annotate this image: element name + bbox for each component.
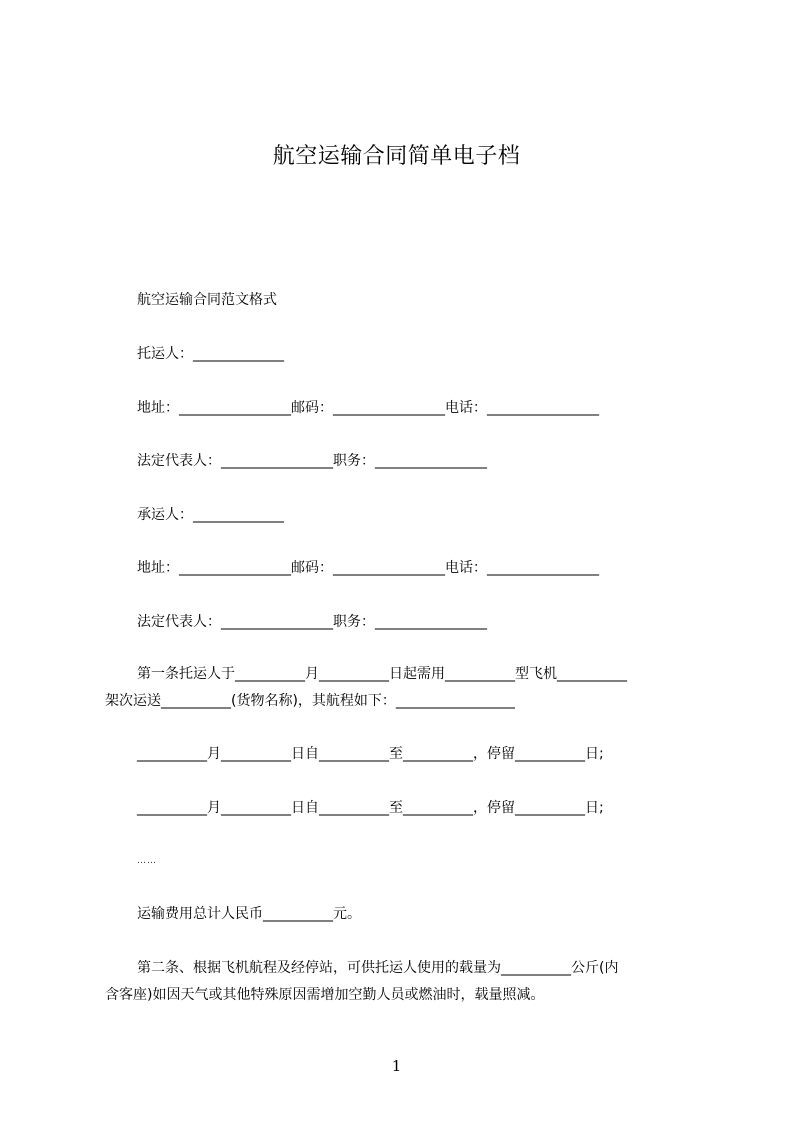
fee-line: 运输费用总计人民币__________元。: [137, 906, 361, 922]
carrier-address-field: 地址：________________邮码：________________电话：________________: [137, 560, 599, 576]
route-line-1: __________月__________日自__________至__________，停留__________日;: [137, 746, 604, 762]
route-line-2: __________月__________日自__________至__________，停留__________日;: [137, 800, 604, 816]
shipper-representative-field: 法定代表人：________________职务：________________: [137, 453, 487, 469]
article-1-line-1: 第一条托运人于__________月__________日起需用__________型飞机__________: [137, 666, 627, 682]
article-2-line-2: 含客座)如因天气或其他特殊原因需增加空勤人员或燃油时，载量照减。: [105, 987, 545, 1003]
page-number: 1: [391, 1057, 402, 1075]
ellipsis: ……: [137, 856, 157, 866]
shipper-address-field: 地址：________________邮码：________________电话：________________: [137, 400, 599, 416]
carrier-field: 承运人：_____________: [137, 507, 284, 523]
article-2-paragraph: [105, 955, 705, 1009]
article-2-line-1: 第二条、根据飞机航程及经停站，可供托运人使用的载量为__________公斤(内: [137, 960, 619, 976]
article-1-line-2: 架次运送__________(货物名称)，其航程如下：_________________: [105, 693, 515, 709]
article-1-paragraph: [105, 661, 705, 715]
shipper-field: 托运人：_____________: [137, 346, 284, 362]
document-title: 航空运输合同简单电子档: [272, 144, 521, 169]
format-heading: 航空运输合同范文格式: [137, 292, 277, 308]
carrier-representative-field: 法定代表人：________________职务：________________: [137, 614, 487, 630]
